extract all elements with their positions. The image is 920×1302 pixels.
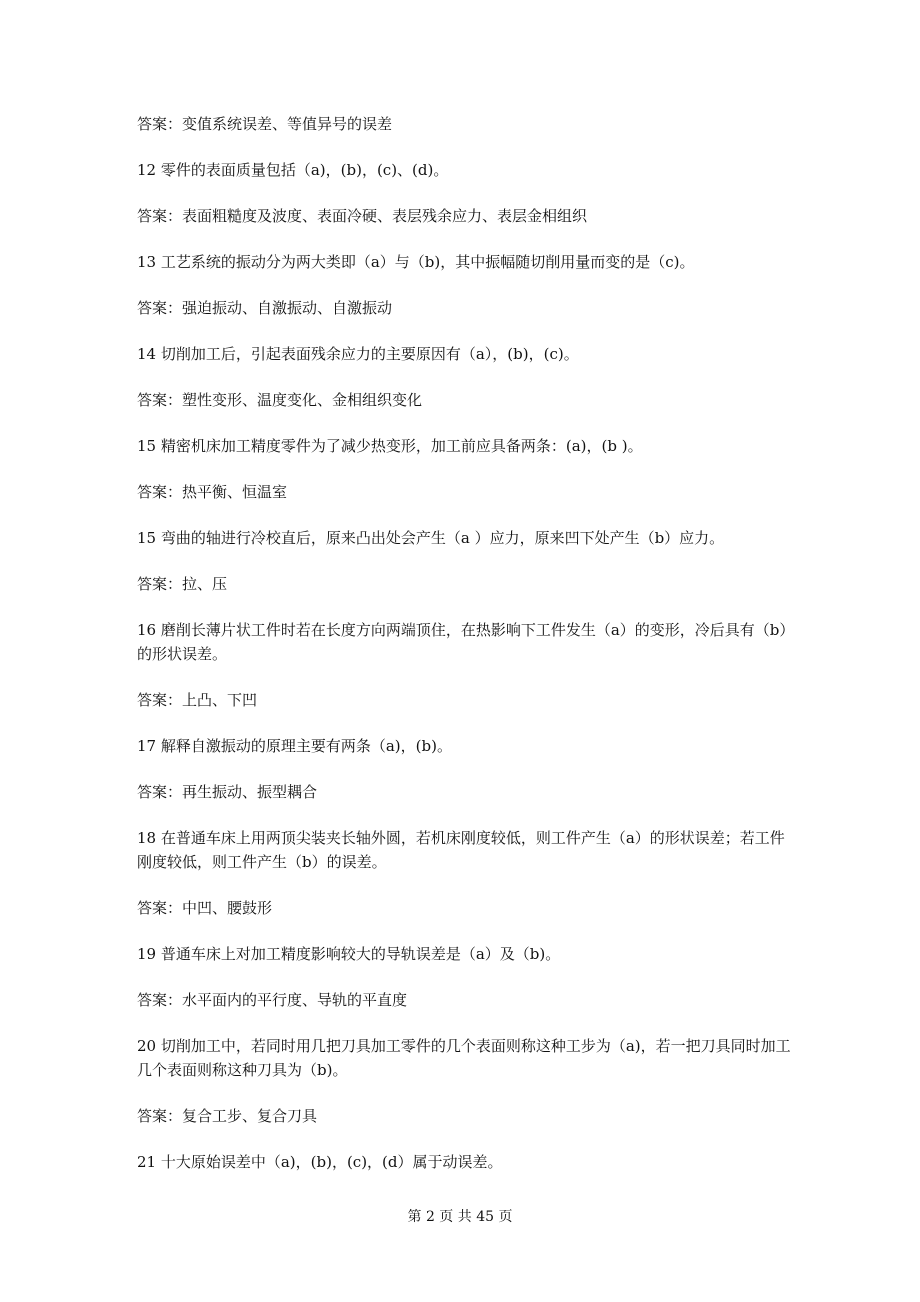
question-text: 15 精密机床加工精度零件为了减少热变形，加工前应具备两条：(a)，(b )。 (137, 437, 643, 455)
question-text: 14 切削加工后，引起表面残余应力的主要原因有（a），(b)，(c)。 (137, 345, 579, 363)
question-text: 21 十大原始误差中（a)，(b)，(c)，(d）属于动误差。 (137, 1153, 503, 1171)
document-body (137, 112, 792, 1196)
question-text: 20 切削加工中，若同时用几把刀具加工零件的几个表面则称这种工步为（a)，若一把刀具同时加工几个表面则称这种刀具为（b)。 (137, 1037, 791, 1079)
question-text: 13 工艺系统的振动分为两大类即（a）与（b)，其中振幅随切削用量而变的是（c)。 (137, 253, 695, 271)
page-footer: 第 2 页 共 45 页 (407, 1209, 513, 1225)
question-text: 19 普通车床上对加工精度影响较大的导轨误差是（a）及（b)。 (137, 945, 561, 963)
answer-text: 答案：强迫振动、自激振动、自激振动 (137, 299, 393, 317)
answer-text: 答案：拉、压 (137, 575, 228, 593)
question-text: 16 磨削长薄片状工件时若在长度方向两端顶住，在热影响下工件发生（a）的变形，冷后具有（b）的形状误差。 (137, 621, 787, 663)
answer-text: 答案：热平衡、恒温室 (137, 483, 288, 501)
answer-text: 答案：上凸、下凹 (137, 691, 258, 709)
answer-text: 答案：复合工步、复合刀具 (137, 1107, 318, 1125)
question-text: 12 零件的表面质量包括（a)，(b)，(c)、(d)。 (137, 161, 449, 179)
question-text: 17 解释自激振动的原理主要有两条（a)，(b)。 (137, 737, 452, 755)
answer-text: 答案：水平面内的平行度、导轨的平直度 (137, 991, 408, 1009)
answer-text: 答案：塑性变形、温度变化、金相组织变化 (137, 391, 423, 409)
question-text: 15 弯曲的轴进行冷校直后，原来凸出处会产生（a ）应力，原来凹下处产生（b）应力。 (137, 529, 725, 547)
answer-text: 答案：变值系统误差、等值异号的误差 (137, 115, 393, 133)
answer-text: 答案：表面粗糙度及波度、表面冷硬、表层残余应力、表层金相组织 (137, 207, 588, 225)
answer-text: 答案：再生振动、振型耦合 (137, 783, 318, 801)
answer-text: 答案：中凹、腰鼓形 (137, 899, 273, 917)
question-text: 18 在普通车床上用两顶尖装夹长轴外圆，若机床刚度较低，则工件产生（a）的形状误差；若工件刚度较低，则工件产生（b）的误差。 (137, 829, 785, 871)
